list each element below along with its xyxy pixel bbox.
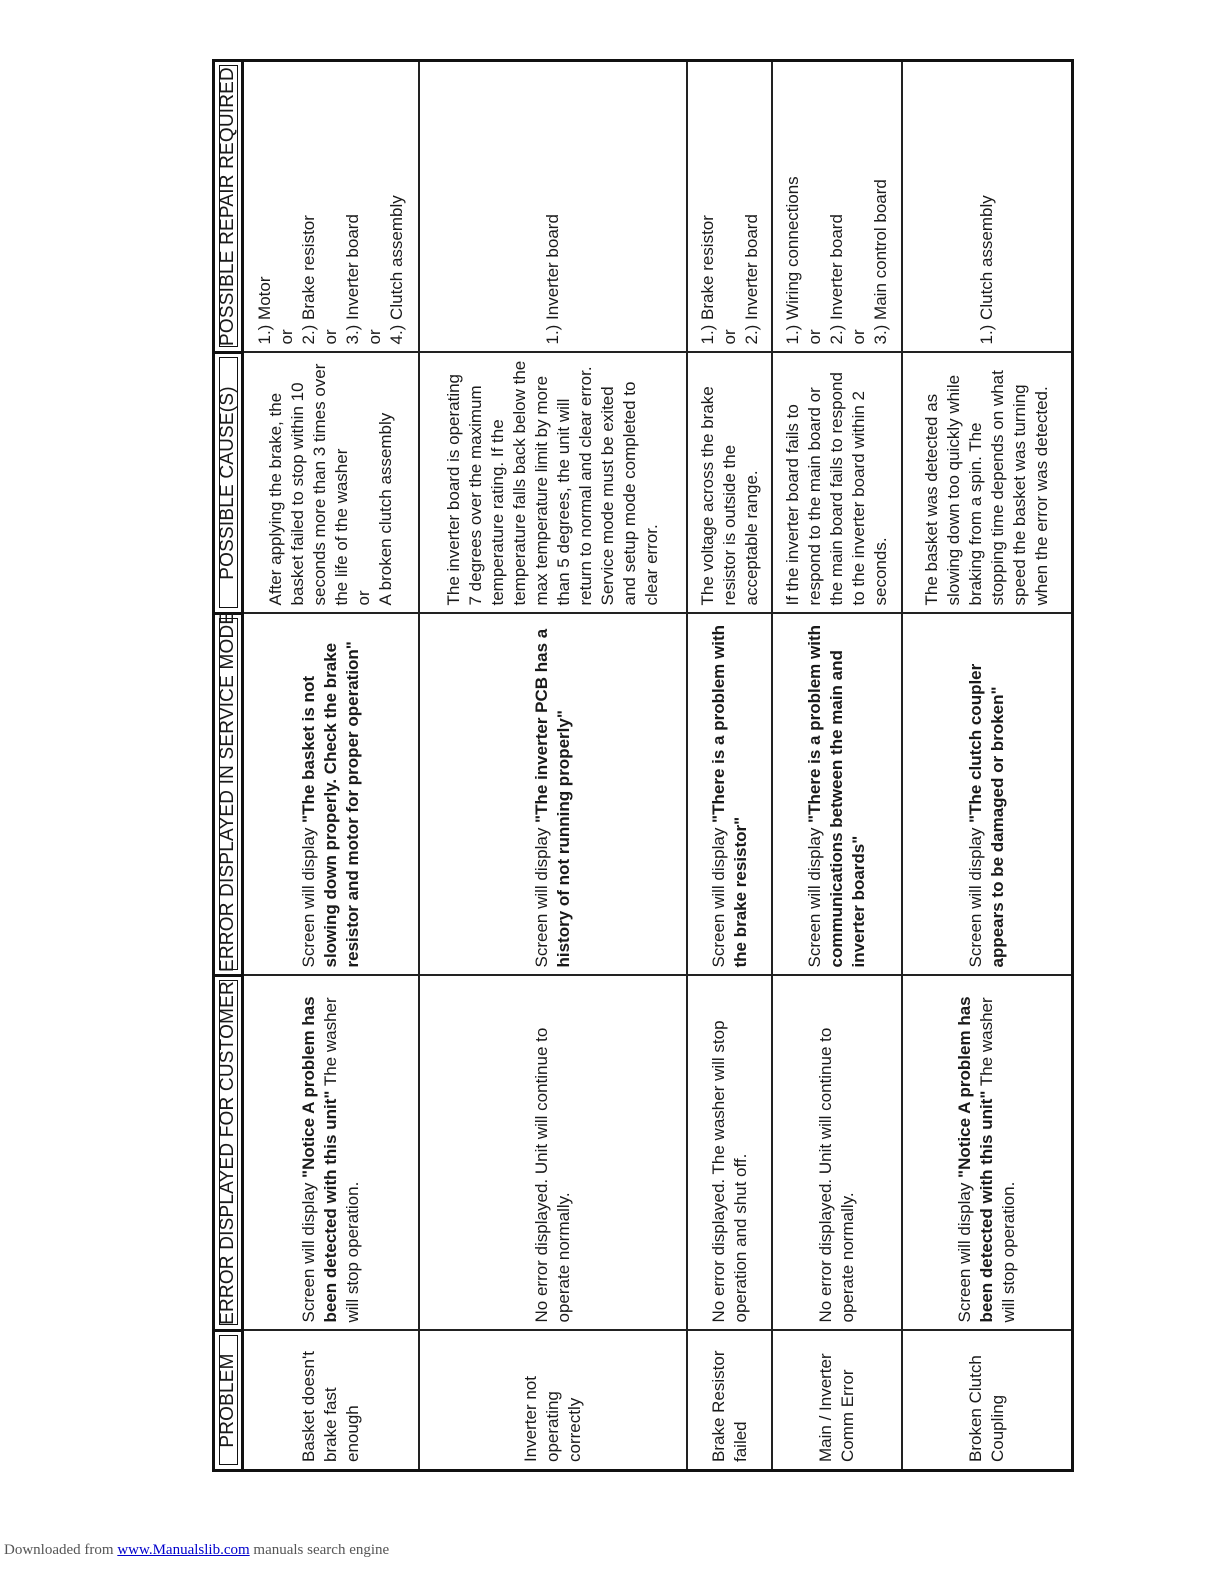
service-bold-text: "There is a problem with the brake resistor" [708, 625, 750, 968]
possible-repair-cell [243, 61, 420, 353]
problem-text: Inverter not operating correctly [520, 1376, 584, 1462]
customer-error-cell [687, 976, 772, 1331]
customer-error-cell [243, 976, 420, 1331]
problem-text: Main / Inverter Comm Error [816, 1353, 858, 1462]
possible-repair-cell [687, 61, 772, 353]
possible-repair-cell [902, 61, 1073, 353]
possible-repair-cell [419, 61, 687, 353]
repair-line: 1.) Clutch assembly [977, 195, 996, 345]
repair-line: or [365, 329, 385, 345]
cause-line: or [354, 590, 374, 606]
repair-line: 4.) Clutch assembly [387, 195, 407, 345]
service-text: Screen will display [805, 822, 825, 968]
customer-text: Screen will display [299, 1177, 319, 1323]
table-row [243, 61, 420, 1471]
customer-text: No error displayed. The washer will stop operation and shut off. [708, 1020, 750, 1323]
customer-text: Screen will display [955, 1177, 974, 1323]
repair-line: 1.) Brake resistor [697, 215, 717, 345]
repair-line: 3.) Inverter board [343, 214, 363, 345]
customer-error-cell [772, 976, 902, 1331]
service-text: Screen will display [708, 822, 728, 968]
repair-line: or [321, 329, 341, 345]
problem-text: Broken Clutch Coupling [966, 1355, 1007, 1462]
service-bold-text: "There is a problem with communications between the main and inverter boards" [805, 625, 869, 968]
cause-line: The voltage across the brake resistor is outside the acceptable range. [697, 386, 761, 606]
service-text: Screen will display [531, 822, 551, 968]
service-mode-error-cell [902, 614, 1073, 976]
problem-cell [243, 1331, 420, 1471]
cause-line: After applying the brake, the basket failed to stop within 10 seconds more than 3 times over the life of the washer [266, 363, 352, 606]
table-row [902, 61, 1073, 1471]
service-text: Screen will display [299, 822, 319, 968]
customer-bold-text: "Notice A problem has been detected with this unit" [955, 996, 996, 1323]
problem-cell [419, 1331, 687, 1471]
header-possible-repair: POSSIBLE REPAIR REQUIRED [214, 61, 243, 353]
cause-line: The basket was detected as slowing down too quickly while braking from a spin. The stopping time depends on what speed the basket was turning when the error was detected. [922, 370, 1051, 606]
header-customer-error: ERROR DISPLAYED FOR CUSTOMER [214, 976, 243, 1331]
repair-line: 1.) Inverter board [542, 214, 562, 345]
header-service-mode-error: ERROR DISPLAYED IN SERVICE MODE [214, 614, 243, 976]
header-row [214, 61, 243, 1471]
customer-error-cell [902, 976, 1073, 1331]
repair-line: 3.) Main control board [871, 179, 891, 345]
service-mode-error-cell [243, 614, 420, 976]
cause-line: The inverter board is operating 7 degrees over the maximum temperature rating. If the temperature falls back below the max temperature limit by more than 5 degrees, the unit will return to normal and clear error. Service mode must be exited and setup mode completed to clear error. [443, 360, 661, 606]
customer-text-post: The washer will stop operation. [977, 997, 1018, 1323]
service-bold-text: "The inverter PCB has a history of not running properly" [531, 628, 573, 968]
possible-cause-cell [902, 353, 1073, 614]
manualslib-link[interactable]: www.Manualslib.com [117, 1542, 250, 1558]
repair-line: 2.) Inverter board [827, 214, 847, 345]
repair-line: or [849, 329, 869, 345]
header-possible-causes: POSSIBLE CAUSE(S) [214, 353, 243, 614]
table-row [419, 61, 687, 1471]
customer-bold-text: "Notice A problem has been detected with this unit" [299, 996, 341, 1323]
problem-text: Brake Resistor failed [708, 1350, 750, 1462]
repair-line: 1.) Motor [255, 276, 275, 345]
table-row [772, 61, 902, 1471]
download-footer [4, 1542, 389, 1559]
possible-repair-cell [772, 61, 902, 353]
footer-suffix: manuals search engine [249, 1542, 390, 1558]
table-row [687, 61, 772, 1471]
problem-text: Basket doesn't brake fast enough [299, 1351, 363, 1462]
service-bold-text: "The clutch coupler appears to be damaged or broken" [966, 663, 1007, 968]
repair-line: 2.) Brake resistor [299, 215, 319, 345]
customer-text: No error displayed. Unit will continue to operate normally. [816, 1027, 858, 1323]
problem-cell [902, 1331, 1073, 1471]
service-bold-text: "The basket is not slowing down properly. Check the brake resistor and motor for proper operation" [299, 641, 363, 968]
repair-line: or [277, 329, 297, 345]
service-mode-error-cell [687, 614, 772, 976]
service-mode-error-cell [772, 614, 902, 976]
possible-cause-cell [687, 353, 772, 614]
service-text: Screen will display [966, 822, 985, 968]
header-problem: PROBLEM [214, 1331, 243, 1471]
repair-line: 1.) Wiring connections [783, 176, 803, 345]
service-mode-error-cell [419, 614, 687, 976]
customer-text-post: The washer will stop operation. [321, 997, 363, 1323]
cause-line: A broken clutch assembly [376, 412, 396, 606]
possible-cause-cell [772, 353, 902, 614]
repair-line: or [719, 329, 739, 345]
footer-prefix: Downloaded from [4, 1542, 118, 1558]
possible-cause-cell [243, 353, 420, 614]
customer-error-cell [419, 976, 687, 1331]
repair-line: 2.) Inverter board [741, 214, 761, 345]
repair-line: or [805, 329, 825, 345]
problem-cell [687, 1331, 772, 1471]
troubleshooting-table [212, 59, 1074, 1472]
possible-cause-cell [419, 353, 687, 614]
problem-cell [772, 1331, 902, 1471]
customer-text: No error displayed. Unit will continue to operate normally. [531, 1027, 573, 1323]
cause-line: If the inverter board fails to respond to the main board or the main board fails to respond to the inverter board within 2 seconds. [783, 372, 891, 606]
rotated-page-table [212, 62, 1074, 1472]
